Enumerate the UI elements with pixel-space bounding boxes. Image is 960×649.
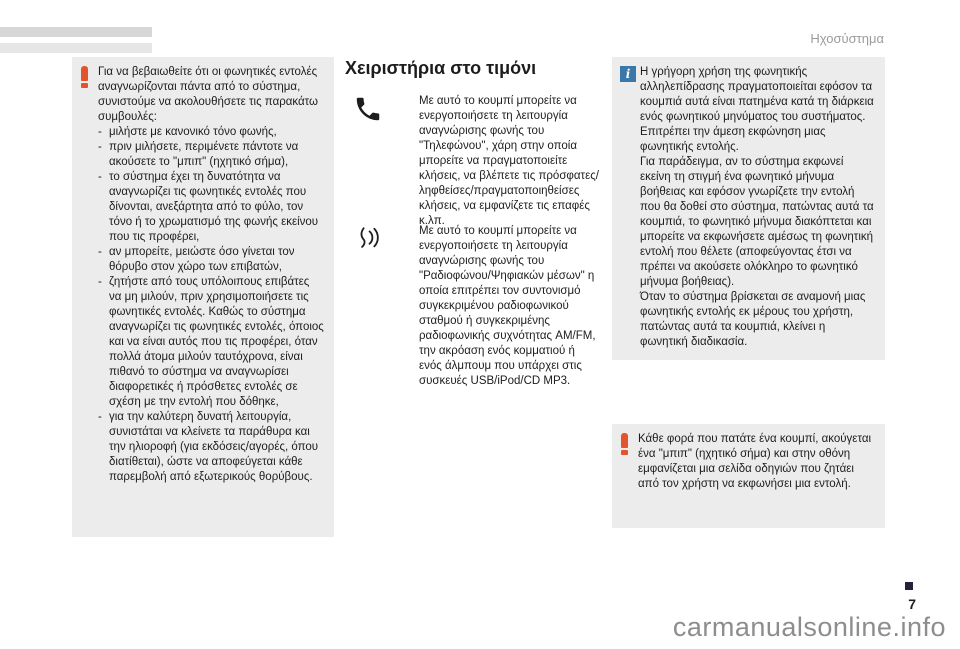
info-paragraph: Η γρήγορη χρήση της φωνητικής αλληλεπίδρασης πραγματοποιείται εφόσον τα κουμπιά αυτά είναι πατημένα κατά τη διάρκεια ενός φωνητικού μηνύματος του συστήματος. Επιτρέπει την άμεση εκφώνηση μιας φωνητικής εντολής.: [640, 66, 874, 153]
info-icon: i: [620, 66, 636, 82]
voice-tips-intro: Για να βεβαιωθείτε ότι οι φωνητικές εντολές αναγνωρίζονται πάντα από το σύστημα, συνιστούμε να ακολουθήσετε τις παρακάτω συμβουλές:: [98, 66, 319, 123]
corner-stripe-top: [0, 27, 152, 37]
section-header: Ηχοσύστημα: [810, 31, 884, 46]
steering-control-voice: [345, 224, 599, 389]
page-number: 7: [908, 596, 916, 612]
warning-icon: [81, 66, 89, 88]
watermark-text: carmanualsonline.info: [672, 612, 946, 642]
voice-tip-item: - ζητήστε από τους υπόλοιπους επιβάτες να μη μιλούν, πριν χρησιμοποιήσετε τις φωνητικές εντολές. Καθώς το σύστημα αναγνωρίζει τις φωνητικές εντολές, όποιος και να είναι αυτός που τις προφέρει, όταν πολλά άτομα μιλούν ταυτόχρονα, είναι πιθανό το σύστημα να αναγνωρίσει διαφορετικές ή πρόσθετες εντολές σε σχέση με την εντολή που δόθηκε,: [98, 275, 324, 410]
voice-tip-item: - μιλήστε με κανονικό τόνο φωνής,: [98, 125, 324, 140]
page-title: Χειριστήρια στο τιμόνι: [345, 58, 537, 78]
voice-tip-item: - αν μπορείτε, μειώστε όσο γίνεται τον θόρυβο στον χώρο των επιβατών,: [98, 245, 324, 275]
beep-warning-box: [612, 424, 885, 528]
steering-control-voice-text: Με αυτό το κουμπί μπορείτε να ενεργοποιήσετε τη λειτουργία αναγνώρισης φωνής του "Ραδιοφώνου/Ψηφιακών μέσων" η οποία επιτρέπει τον συντονισμό συγκεκριμένου ραδιοφωνικού σταθμού ή συγκεκριμένης ραδιοφωνικής συχνότητας AM/FM, την ακρόαση ενός κομματιού ή ενός άλμπουμ που υπάρχει στις συσκευές USB/iPod/CD MP3.: [419, 225, 596, 387]
warning-icon: [621, 433, 629, 455]
info-paragraph: Για παράδειγμα, αν το σύστημα εκφωνεί εκείνη τη στιγμή ένα φωνητικό μήνυμα βοήθειας και εφόσον γνωρίζετε την εντολή που θα δοθεί στο σύστημα, πατώντας αυτά τα κουμπιά, το φωνητικό μήνυμα διακόπτεται και μπορείτε να εκφωνήσετε αμέσως τη φωνητική εντολή που θέλετε (αποφεύγοντας έτσι να πρέπει να ακούσετε ολόκληρο το φωνητικό μήνυμα βοήθειας).: [640, 156, 874, 288]
quick-voice-info-box: [612, 57, 885, 360]
info-paragraph: Όταν το σύστημα βρίσκεται σε αναμονή μιας φωνητικής εντολής εκ μέρους του χρήστη, πατώντας αυτά τα κουμπιά, κλείνει η φωνητική διαδικασία.: [640, 291, 866, 348]
voice-tip-item: - το σύστημα έχει τη δυνατότητα να αναγνωρίζει τις φωνητικές εντολές που δίνονται, ανεξάρτητα από το φύλο, τον τόνο ή το χρωματισμό της φωνής εκείνου που τις προφέρει,: [98, 170, 324, 245]
steering-control-phone-text: Με αυτό το κουμπί μπορείτε να ενεργοποιήσετε τη λειτουργία αναγνώρισης φωνής του "Τηλεφώνου", χάρη στην οποία μπορείτε να πραγματοποιείτε κλήσεις, να βλέπετε τις πρόσφατες/ληφθείσες/πραγματοποιηθείσες κλήσεις, να εμφανίζετε τις επαφές κ.λπ.: [419, 95, 599, 227]
phone-icon: [353, 94, 383, 129]
voice-recognition-icon: [353, 224, 385, 261]
voice-tip-item: - για την καλύτερη δυνατή λειτουργία, συνιστάται να κλείνετε τα παράθυρα και την ηλιοροφή (για εκδόσεις/αγορές, όπου διατίθεται), ώστε να αποφεύγεται κάθε παρεμβολή από εξωτερικούς θορύβους.: [98, 410, 324, 485]
corner-stripe-bottom: [0, 43, 152, 53]
steering-control-phone: [345, 94, 599, 229]
voice-tips-list: [98, 125, 324, 485]
voice-tip-item: - πριν μιλήσετε, περιμένετε πάντοτε να ακούσετε το "μπιπ" (ηχητικό σήμα),: [98, 140, 324, 170]
section-marker-square: [905, 582, 913, 590]
beep-warning-text: Κάθε φορά που πατάτε ένα κουμπί, ακούγεται ένα "μπιπ" (ηχητικό σήμα) και στην οθόνη εμφανίζεται μια σελίδα οδηγιών που ζητάει από τον χρήστη να εκφωνήσει μια εντολή.: [638, 433, 872, 490]
voice-tips-note-box: [72, 57, 334, 537]
